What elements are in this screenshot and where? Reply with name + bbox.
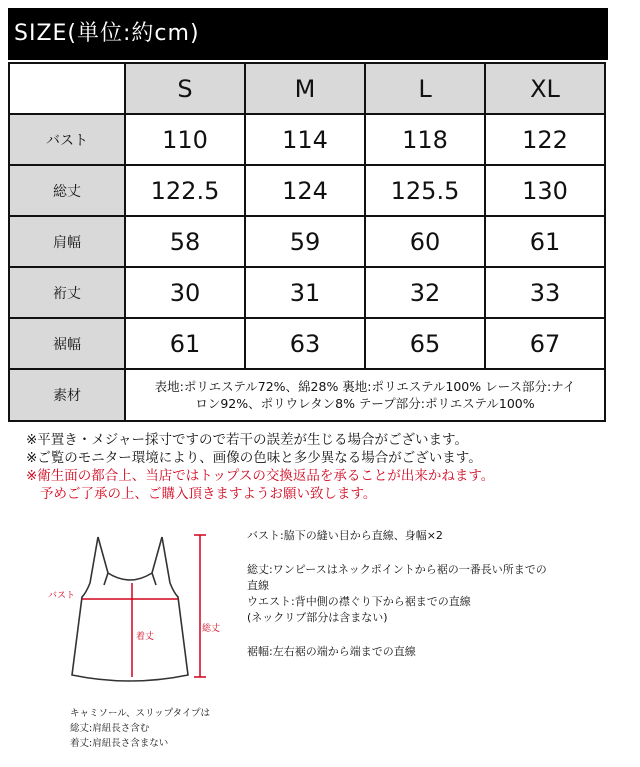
note-line: ※平置き・メジャー採寸ですので若干の誤差が生じる場合がございます。 xyxy=(26,432,468,448)
material-line-1: 表地:ポリエステル72%、綿28% 裏地:ポリエステル100% レース部分:ナイ xyxy=(154,379,576,394)
row-label: 裾幅 xyxy=(9,318,125,369)
notes-block xyxy=(26,431,626,503)
table-cell: 110 xyxy=(125,114,245,165)
table-cell: 65 xyxy=(365,318,485,369)
material-line-2: ロン92%、ポリウレタン8% テープ部分:ポリエステル100% xyxy=(195,396,535,411)
measurement-lines xyxy=(82,535,206,677)
table-cell: 59 xyxy=(245,216,365,267)
table-cell: 114 xyxy=(245,114,365,165)
table-cell: 61 xyxy=(485,216,605,267)
camisole-note: 総丈:肩紐長さ含む xyxy=(70,723,150,734)
page-title: SIZE(単位:約cm) xyxy=(14,21,200,46)
camisole-notes xyxy=(70,706,210,751)
length-label-inner: 着丈 xyxy=(136,632,155,642)
row-label: バスト xyxy=(9,114,125,165)
material-cell xyxy=(125,369,605,421)
desc-length: 総丈:ワンピースはネックポイントから裾の一番長い所までの xyxy=(247,563,547,576)
table-cell: 60 xyxy=(365,216,485,267)
size-header-l: L xyxy=(365,63,485,114)
camisole-note: キャミソール、スリップタイプは xyxy=(70,708,211,719)
warning-line: ※衛生面の都合上、当店ではトップスの交換返品を承ることが出来かねます。 xyxy=(26,468,495,484)
table-row xyxy=(9,165,605,216)
table-cell: 61 xyxy=(125,318,245,369)
size-header-row xyxy=(9,63,605,114)
table-cell: 122 xyxy=(485,114,605,165)
table-row xyxy=(9,318,605,369)
table-row xyxy=(9,216,605,267)
table-cell: 30 xyxy=(125,267,245,318)
table-cell: 58 xyxy=(125,216,245,267)
table-cell: 124 xyxy=(245,165,365,216)
desc-hem: 裾幅:左右裾の端から端までの直線 xyxy=(247,645,416,658)
size-header-s: S xyxy=(125,63,245,114)
length-label-outer: 総丈 xyxy=(202,624,221,634)
size-table xyxy=(8,62,606,422)
camisole-outline-icon xyxy=(72,537,188,681)
table-cell: 122.5 xyxy=(125,165,245,216)
material-row xyxy=(9,369,605,421)
desc-neck-note: (ネックリブ部分は含まない) xyxy=(247,611,388,624)
row-label: 裄丈 xyxy=(9,267,125,318)
table-cell: 31 xyxy=(245,267,365,318)
table-cell: 33 xyxy=(485,267,605,318)
table-cell: 125.5 xyxy=(365,165,485,216)
size-title-bar xyxy=(8,8,608,60)
material-label: 素材 xyxy=(9,369,125,421)
table-cell: 67 xyxy=(485,318,605,369)
table-cell: 32 xyxy=(365,267,485,318)
corner-cell xyxy=(9,63,125,114)
bust-label: バスト xyxy=(48,591,76,601)
note-line: ※ご覧のモニター環境により、画像の色味と多少異なる場合がございます。 xyxy=(26,450,482,466)
desc-bust: バスト:脇下の縫い目から直線、身幅×2 xyxy=(247,529,443,542)
size-header-xl: XL xyxy=(485,63,605,114)
table-cell: 118 xyxy=(365,114,485,165)
desc-length-cont: 直線 xyxy=(247,579,269,592)
table-cell: 63 xyxy=(245,318,365,369)
row-label: 肩幅 xyxy=(9,216,125,267)
table-row xyxy=(9,114,605,165)
row-label: 総丈 xyxy=(9,165,125,216)
warning-line: 予めご了承の上、ご購入頂きますようお願い致します。 xyxy=(40,486,377,502)
table-cell: 130 xyxy=(485,165,605,216)
desc-waist: ウエスト:背中側の襟ぐり下から裾までの直線 xyxy=(247,595,471,608)
table-row xyxy=(9,267,605,318)
camisole-note: 着丈:肩紐長さ含まない xyxy=(70,738,169,749)
measurement-descriptions xyxy=(247,528,627,660)
size-header-m: M xyxy=(245,63,365,114)
